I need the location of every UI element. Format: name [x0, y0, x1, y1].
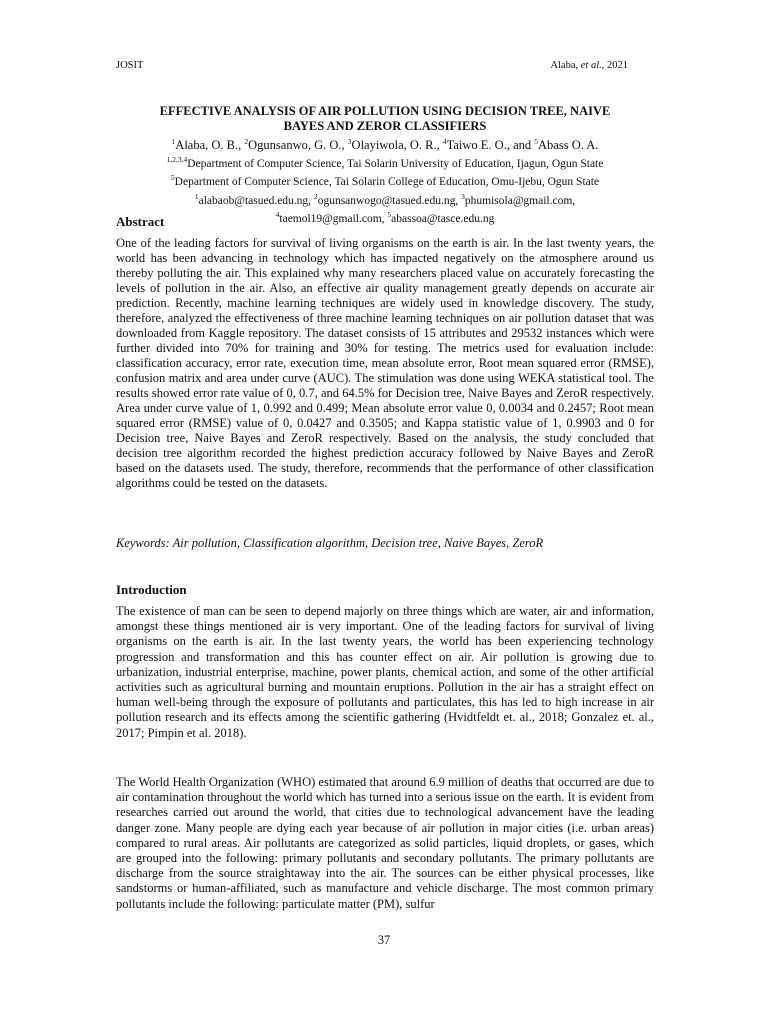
emails-line-1: $^1$alabaob@tasued.edu.ng, $^2$ogunsanwogo@tasued.edu.ng, $^3$phumisola@gmail.com, — [194, 191, 576, 207]
affiliation-1: $^{1,2,3,4}$Department of Computer Science, Tai Solarin University of Education, Ijagun, Ogun State — [166, 155, 604, 170]
keywords: Keywords: Air pollution, Classification algorithm, Decision tree, Naive Bayes, ZeroR — [116, 536, 544, 550]
running-header — [116, 60, 628, 71]
title-line-2: BAYES AND ZEROR CLASSIFIERS — [283, 119, 487, 133]
abstract-text: One of the leading factors for survival of living organisms on the earth is air. In the last twenty years, the world has been advancing in technology which has impacted negatively on the atmosphere around us thereby polluting the air. This explained why many researchers placed value on accurately forecasting the levels of pollution in the air. Also, an effective air quality management greatly depends on accurate air prediction. Recently, machine learning techniques are widely used in knowledge discovery. The study, therefore, analyzed the effectiveness of three machine learning techniques on air pollution dataset that was downloaded from Kaggle repository. The dataset consists of 15 attributes and 29532 instances which were further divided into 70% for training and 30% for testing. The metrics used for evaluation include: classification accuracy, error rate, execution time, mean absolute error, Root mean squared error (RMSE), confusion matrix and area under curve (AUC). The stimulation was done using WEKA statistical tool. The results showed error rate value of 0, 0.7, and 64.5% for Decision tree, Naive Bayes and ZeroR respectively. Area under curve value of 1, 0.992 and 0.499; Mean absolute error value 0, 0.0034 and 0.2457; Root mean squared error (RMSE) value of 0, 0.0427 and 0.3505; and Kappa statistic value of 1, 0.9903 and 0 for Decision tree, Naive Bayes and ZeroR respectively. Based on the analysis, the study concluded that decision tree algorithm recorded the highest prediction accuracy followed by Naive Bayes and ZeroR based on the datasets used. The study, therefore, recommends that the performance of other classification algorithms could be tested on the datasets. — [116, 236, 654, 490]
journal-name: JOSIT — [116, 60, 144, 71]
author-block — [116, 134, 654, 226]
title-line-1: EFFECTIVE ANALYSIS OF AIR POLLUTION USING DECISION TREE, NAIVE — [159, 104, 611, 118]
page-number: 37 — [377, 933, 391, 947]
header-authors: Alaba, et al., 2021 — [550, 60, 628, 71]
abstract-heading: Abstract — [116, 214, 165, 229]
author-list: $^1$Alaba, O. B., $^2$Ogunsanwo, G. O., $^3$Olayiwola, O. R., $^4$Taiwo E. O., and $^5$Abass O. A. — [171, 137, 599, 153]
introduction-heading: Introduction — [116, 582, 187, 597]
paper-title — [116, 104, 654, 134]
emails-line-2: $^4$taemol19@gmail.com, $^5$abassoa@tasce.edu.ng — [275, 210, 495, 225]
intro-paragraph-1: The existence of man can be seen to depend majorly on three things which are water, air and information, amongst these things mentioned air is very important. One of the leading factors for survival of living organisms on the earth is air. In the last twenty years, the world has been experiencing technology progression and transformation and this has counter effect on air. Air pollution is growing due to urbanization, industrial enterprise, machine, power plants, chemical action, and some of the other artificial activities such as agricultural burning and mountain eruptions. Pollution in the air has a straight effect on human well-being through the exposure of pollutants and particulates, this has led to high increase in air pollution research and its effects among the scientific gathering (Hvidtfeldt et. al., 2018; Gonzalez et. al., 2017; Pimpin et al. 2018). — [116, 604, 654, 740]
affiliation-2: $^5$Department of Computer Science, Tai Solarin College of Education, Omu-Ijebu, Ogun State — [170, 173, 600, 189]
intro-paragraph-2: The World Health Organization (WHO) estimated that around 6.9 million of deaths that occurred are due to air contamination throughout the world which has turned into a serious issue on the earth. It is evident from researches carried out around the world, that cities due to technological advancement have the leading danger zone. Many people are dying each year because of air pollution in major cities (i.e. urban areas) compared to rural areas. Air pollutants are categorized as solid particles, liquid droplets, or gases, which are grouped into the following: primary pollutants and secondary pollutants. The primary pollutants are discharge from the source straightaway into the air. The sources can be either physical processes, like sandstorms or human-affiliated, such as manufacture and vehicle discharge. The most common primary pollutants include the following: particulate matter (PM), sulfur — [116, 775, 654, 911]
